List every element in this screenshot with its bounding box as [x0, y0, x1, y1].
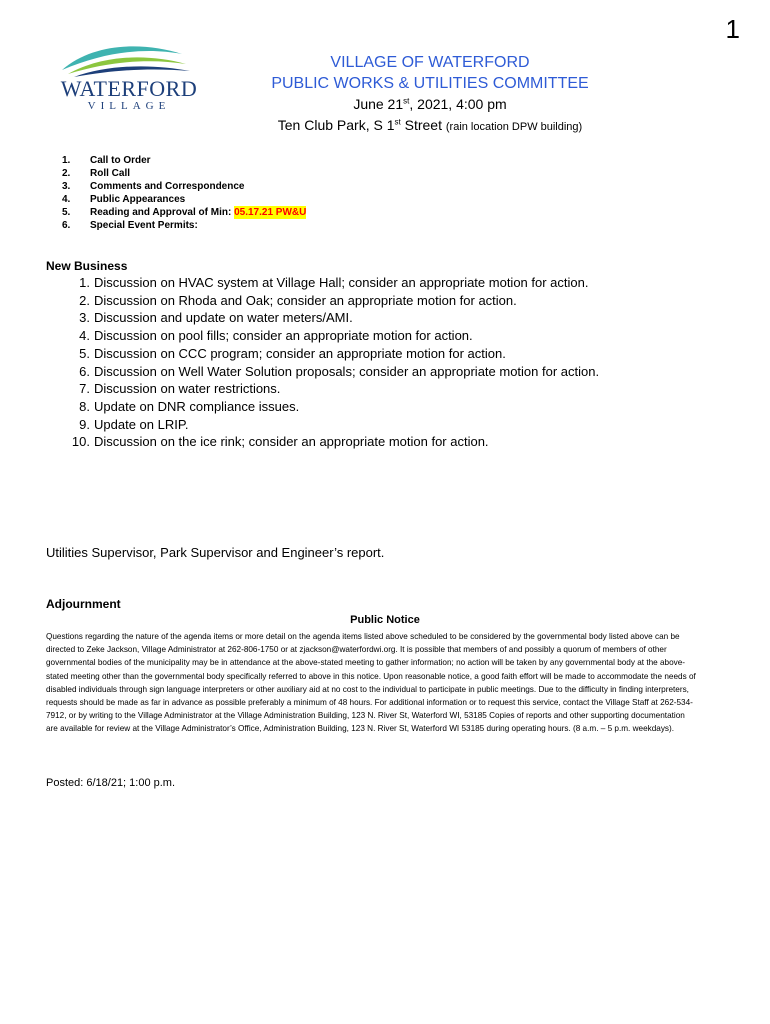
list-item: 9. Update on LRIP.: [79, 416, 189, 432]
committee-title: [200, 52, 660, 138]
list-item: 8. Update on DNR compliance issues.: [79, 398, 300, 414]
list-item: 7. Discussion on water restrictions.: [79, 381, 281, 397]
agenda-item: 4. Public Appearances: [62, 194, 186, 205]
logo-subword: VILLAGE: [87, 100, 171, 112]
new-business-heading: New Business: [46, 259, 128, 273]
agenda-item: 1. Call to Order: [62, 155, 151, 166]
meeting-date: June 21st, 2021, 4:00 pm: [353, 96, 507, 112]
list-item: 10. Discussion on the ice rink; consider an appropriate motion for action.: [71, 434, 489, 450]
title-line-2: PUBLIC WORKS & UTILITIES COMMITTEE: [271, 75, 589, 92]
location-note: (rain location DPW building): [445, 121, 583, 133]
logo-wave-icon: [54, 40, 204, 80]
supervisor-report: Utilities Supervisor, Park Supervisor and Engineer’s report.: [46, 545, 385, 560]
list-item: 3. Discussion and update on water meters/AMI.: [79, 310, 353, 326]
list-item: 4. Discussion on pool fills; consider an appropriate motion for action.: [79, 328, 473, 344]
list-item: 2. Discussion on Rhoda and Oak; consider an appropriate motion for action.: [79, 292, 517, 308]
adjournment-heading: Adjournment: [46, 597, 121, 611]
page-number: 1: [725, 14, 740, 44]
public-notice-title: Public Notice: [350, 614, 420, 626]
agenda-item: 2. Roll Call: [62, 168, 131, 179]
agenda-list: [62, 154, 306, 232]
list-item: 1. Discussion on HVAC system at Village Hall; consider an appropriate motion for action.: [79, 275, 589, 290]
list-item: 6. Discussion on Well Water Solution proposals; consider an appropriate motion for action.: [79, 363, 600, 379]
list-item: 5. Discussion on CCC program; consider an appropriate motion for action.: [79, 345, 506, 361]
public-notice-text: Questions regarding the nature of the agenda items or more detail on the agenda items listed above scheduled to be considered by the governmental body listed above can be directed to Zeke Jackson, Village Administrator at 262-806-1750 or at zjackson@waterfordwi.org. It is possible that members of and possibly a quorum of members of other governmental bodies of the municipality may be in attendance at the above-stated meeting to gather information; no action will be taken by any governmental body at the above-stated meeting other than the governmental body specifically referred to above in this notice. Upon reasonable notice, a good faith effort will be made to accommodate the needs of disabled individuals through sign language interpreters or other auxiliary aid at no cost to the individual to participate in public meetings. Due to the difficulty in finding interpreters, requests should be made as far in advance as possible preferably a minimum of 48 hours. For additional information or to request this service, contact the Village Staff at 262-534-7912, or by writing to the Village Administrator at the Village Administration Building, 123 N. River St, Waterford WI, 53185 Copies of reports and other supporting documentation are available for review at the Village Administrator’s Office, Administration Building, 123 N. River St, Waterford WI 53185 during operating hours. (8 a.m. – 5 p.m. weekdays).: [46, 632, 696, 734]
meeting-location: Ten Club Park, S 1st Street (rain location DPW building): [277, 117, 583, 133]
title-line-1: VILLAGE OF WATERFORD: [330, 54, 530, 71]
posted-date: Posted: 6/18/21; 1:00 p.m.: [46, 777, 176, 789]
agenda-item: 6. Special Event Permits:: [62, 220, 198, 231]
agenda-item: 5. Reading and Approval of Min: 05.17.21 PW&U: [62, 207, 307, 218]
waterford-village-logo: [54, 40, 204, 120]
new-business-list: [66, 274, 599, 451]
agenda-item: 3. Comments and Correspondence: [62, 181, 245, 192]
logo-word: WATERFORD: [60, 76, 198, 101]
minutes-highlight: 05.17.21 PW&U: [234, 207, 307, 218]
